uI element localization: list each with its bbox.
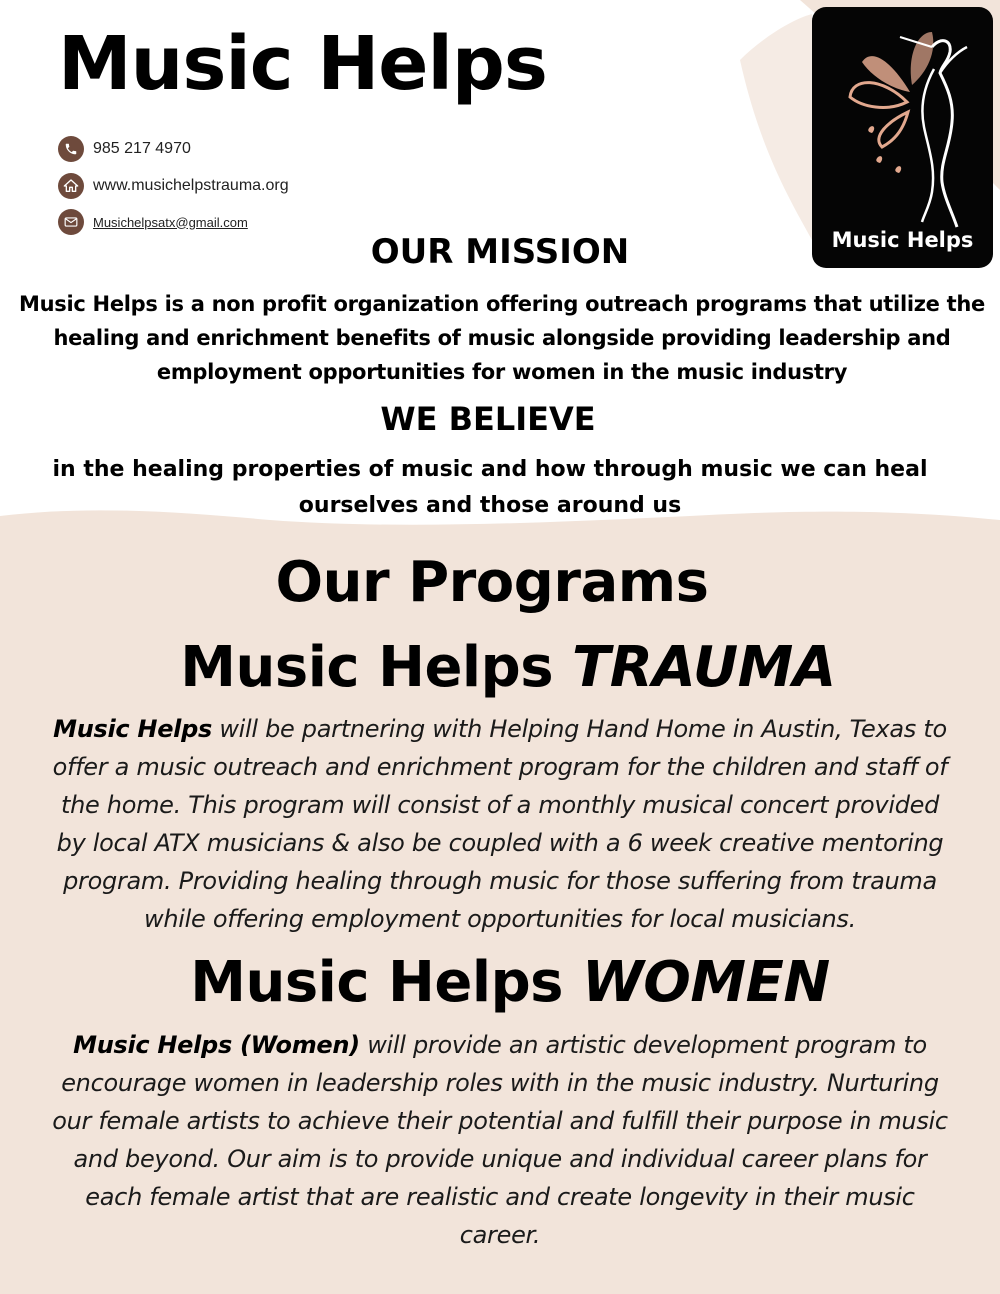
trauma-title-emphasis: TRAUMA: [572, 635, 836, 700]
phone-icon: [58, 136, 84, 162]
believe-heading: WE BELIEVE: [380, 400, 596, 438]
women-title: [10, 950, 1000, 1015]
trauma-text: will be partnering with Helping Hand Home in Austin, Texas to offer a music outreach and enrichment program for the children and staff of the home. This program will consist of a monthly musical concert provided by local ATX musicians & also be coupled with a 6 week creative mentoring program. Providing healing through music for those suffering from trauma while offering employment opportunities for local musicians.: [52, 715, 948, 933]
website-link[interactable]: www.musichelpstrauma.org: [93, 177, 289, 194]
email-link[interactable]: Musichelpsatx@gmail.com: [93, 214, 248, 230]
mission-text: Music Helps is a non profit organization offering outreach programs that utilize the healing and enrichment benefits of music alongside providing leadership and employment opportunities for women in the music industry: [19, 292, 985, 384]
women-text: will provide an artistic development program to encourage women in leadership roles with in the music industry. Nurturing our female artists to achieve their potential and fulfill their purpose in music and beyond. Our aim is to provide unique and individual career plans for each female artist that are realistic and create longevity in their music career.: [52, 1031, 948, 1249]
trauma-title-prefix: Music Helps: [180, 635, 554, 700]
home-icon: [58, 173, 84, 199]
believe-text: in the healing properties of music and how through music we can heal ourselves and those around us: [52, 457, 928, 518]
contact-website[interactable]: [58, 173, 289, 199]
women-description: [50, 1026, 950, 1254]
trauma-description: [50, 710, 950, 938]
trauma-lead: Music Helps: [53, 715, 212, 743]
women-lead: Music Helps (Women): [73, 1031, 360, 1059]
trauma-title: [8, 635, 1000, 700]
brand-title: Music Helps: [58, 21, 547, 107]
women-title-emphasis: WOMEN: [582, 950, 830, 1015]
beige-corner-shadow: [740, 14, 812, 240]
contact-phone[interactable]: [58, 136, 191, 162]
phone-number: 985 217 4970: [93, 140, 191, 157]
programs-heading: Our Programs: [275, 550, 709, 615]
logo: [812, 7, 993, 268]
logo-text: Music Helps: [831, 228, 974, 252]
women-title-prefix: Music Helps: [190, 950, 564, 1015]
mission-heading: OUR MISSION: [370, 232, 630, 272]
